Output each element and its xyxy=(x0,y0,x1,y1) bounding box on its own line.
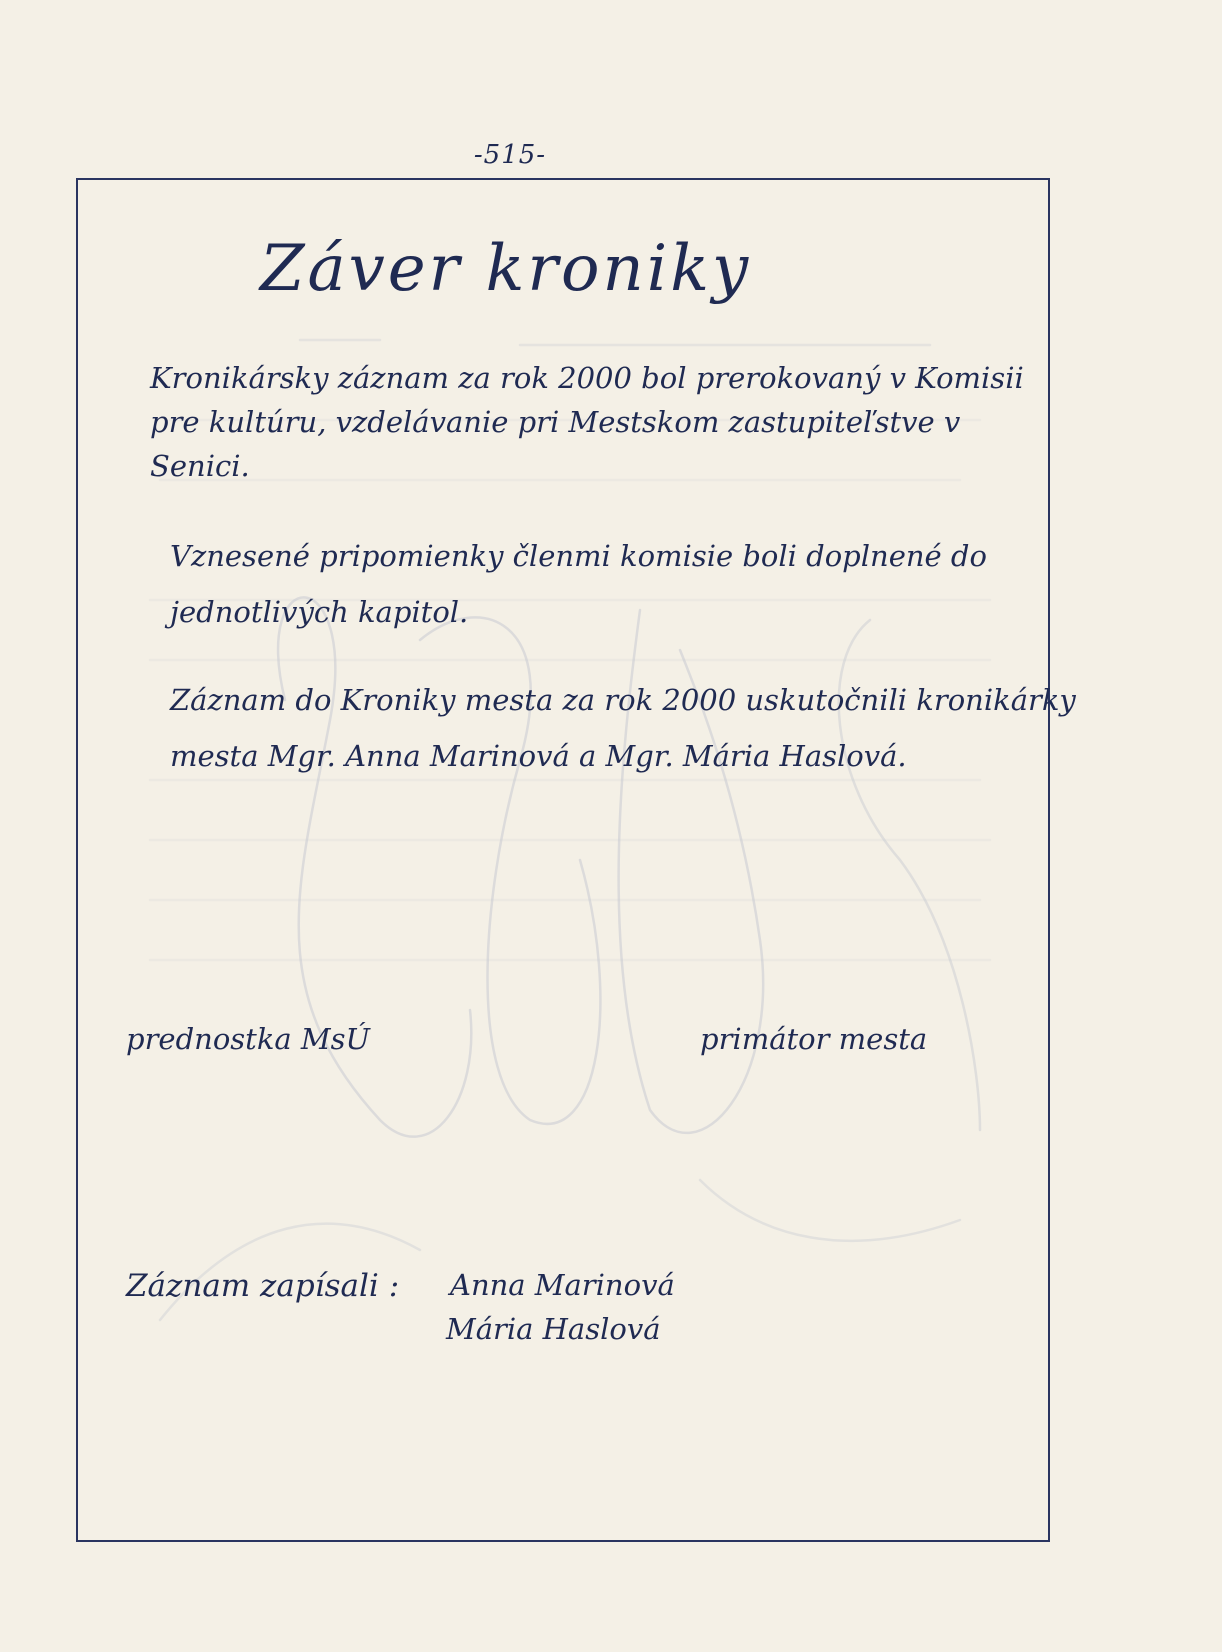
document-title: Záver kroniky xyxy=(260,232,752,306)
page-number: -515- xyxy=(473,140,547,170)
paragraph-approval: Kronikársky záznam za rok 2000 bol prerokovaný v Komisii pre kultúru, vzdelávanie pri Mestskom zastupiteľstve v Senici. xyxy=(150,361,1024,483)
recorded-by-label: Záznam zapísali : xyxy=(126,1268,400,1304)
paragraph-authors: Záznam do Kroniky mesta za rok 2000 uskutočnili kronikárky mesta Mgr. Anna Marinová a Mgr. Mária Haslová. xyxy=(170,683,1076,773)
recorder-name: Anna Marinová xyxy=(450,1268,675,1302)
recorder-name: Mária Haslová xyxy=(446,1312,661,1346)
signature-label-left: prednostka MsÚ xyxy=(126,1022,370,1056)
signature-label-right: primátor mesta xyxy=(700,1022,928,1056)
paragraph-comments: Vznesené pripomienky členmi komisie boli doplnené do jednotlivých kapitol. xyxy=(170,539,987,629)
